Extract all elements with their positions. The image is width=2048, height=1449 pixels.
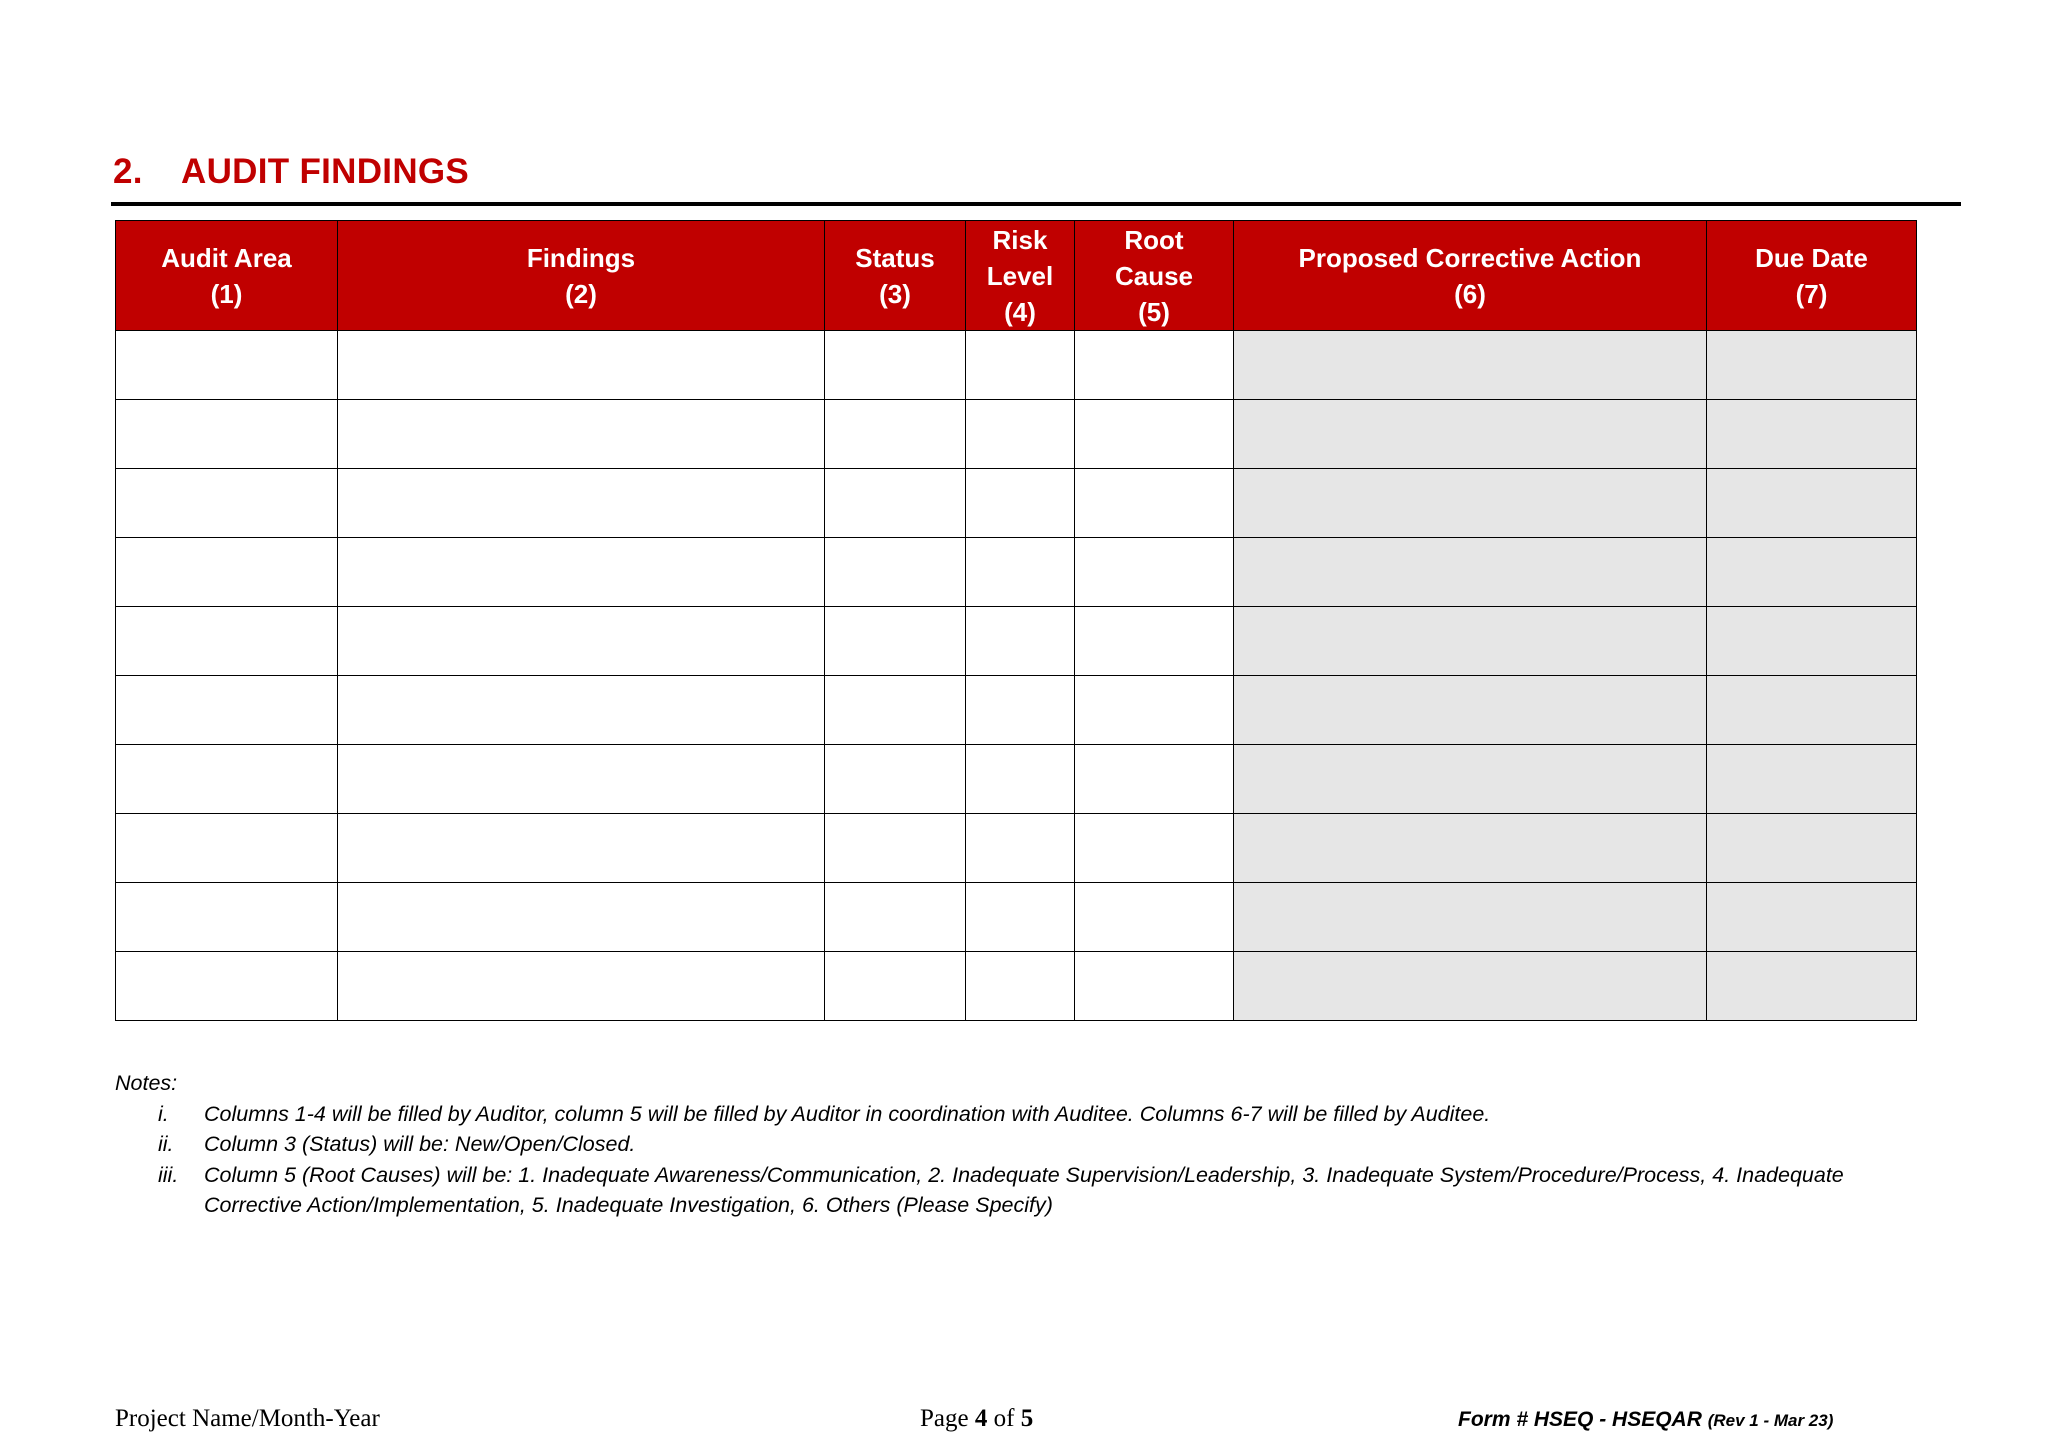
table-cell[interactable] [966,607,1075,676]
table-cell[interactable] [825,400,966,469]
table-cell[interactable] [825,745,966,814]
section-heading [113,152,469,192]
table-cell[interactable] [825,883,966,952]
table-cell[interactable] [966,469,1075,538]
table-cell[interactable] [1234,745,1707,814]
note-item [115,1129,1915,1160]
table-row [116,538,1917,607]
table-cell[interactable] [825,538,966,607]
table-cell[interactable] [1075,952,1234,1021]
table-cell[interactable] [338,331,825,400]
table-cell[interactable] [966,814,1075,883]
footer-project-name: Project Name/Month-Year [115,1405,380,1432]
table-cell[interactable] [338,952,825,1021]
table-cell[interactable] [116,400,338,469]
table-cell[interactable] [1075,469,1234,538]
table-cell[interactable] [116,676,338,745]
table-cell[interactable] [1234,676,1707,745]
column-header [1234,221,1707,331]
column-header [338,221,825,331]
section-title-text: AUDIT FINDINGS [181,152,470,191]
table-cell[interactable] [1234,814,1707,883]
table-cell[interactable] [1075,331,1234,400]
notes-section [115,1068,1915,1221]
note-marker: i. [158,1101,169,1126]
table-cell[interactable] [825,952,966,1021]
column-header-line: (5) [1138,296,1170,327]
table-row [116,676,1917,745]
table-cell[interactable] [116,883,338,952]
footer-form-number [1458,1408,1833,1432]
table-cell[interactable] [1707,676,1917,745]
table-cell[interactable] [1707,607,1917,676]
table-cell[interactable] [338,814,825,883]
table-row [116,469,1917,538]
audit-findings-table [115,220,1917,1021]
table-row [116,331,1917,400]
table-cell[interactable] [825,331,966,400]
column-header-line: (7) [1795,278,1828,309]
column-header-line: Risk [992,224,1048,255]
table-cell[interactable] [825,676,966,745]
table-cell[interactable] [966,331,1075,400]
table-cell[interactable] [116,469,338,538]
section-number: 2. [113,152,143,191]
table-cell[interactable] [1075,676,1234,745]
column-header [1075,221,1234,331]
table-cell[interactable] [1707,400,1917,469]
table-cell[interactable] [966,676,1075,745]
heading-rule [111,202,1961,206]
column-header-line: Cause [1114,260,1194,291]
table-body [116,331,1917,1021]
table-cell[interactable] [1234,883,1707,952]
table-cell[interactable] [1075,814,1234,883]
table-cell[interactable] [1075,538,1234,607]
page-prefix: Page [920,1405,969,1432]
note-text: Column 5 (Root Causes) will be: 1. Inadequate Awareness/Communication, 2. Inadequate Supervision/Leadership, 3. Inadequate System/Procedure/Process, 4. Inadequate Corrective Action/Implementation, 5. Inadequate Investigation, 6. Others (Please Specify) [204,1162,1844,1217]
column-header-line: Proposed Corrective Action [1298,242,1642,273]
table-cell[interactable] [338,745,825,814]
table-cell[interactable] [1075,883,1234,952]
table-cell[interactable] [1075,607,1234,676]
notes-list [115,1099,1915,1221]
table-cell[interactable] [1707,469,1917,538]
table-cell[interactable] [966,883,1075,952]
footer-page-number [920,1405,1033,1433]
table-cell[interactable] [1707,883,1917,952]
column-header [825,221,966,331]
column-header [966,221,1075,331]
page-of: of [993,1405,1015,1432]
table-row [116,814,1917,883]
table-cell[interactable] [338,607,825,676]
column-header-line: (1) [210,278,243,309]
table-row [116,607,1917,676]
table-cell[interactable] [338,538,825,607]
table-row [116,400,1917,469]
table-cell[interactable] [1234,952,1707,1021]
note-text: Columns 1-4 will be filled by Auditor, column 5 will be filled by Auditor in coordination with Auditee. Columns 6-7 will be filled by Auditee. [204,1101,1491,1126]
table-cell[interactable] [825,814,966,883]
table-cell[interactable] [1075,745,1234,814]
column-header [116,221,338,331]
table-cell[interactable] [825,469,966,538]
table-cell[interactable] [1707,745,1917,814]
table-cell[interactable] [1234,331,1707,400]
table-row [116,883,1917,952]
table-cell[interactable] [116,607,338,676]
table-cell[interactable] [966,952,1075,1021]
table-cell[interactable] [116,814,338,883]
table-row [116,745,1917,814]
table-row [116,952,1917,1021]
column-header-line: Audit Area [161,242,292,273]
table-cell[interactable] [1234,538,1707,607]
table-cell[interactable] [966,400,1075,469]
table-cell[interactable] [338,883,825,952]
table-cell[interactable] [338,400,825,469]
note-item [115,1099,1915,1130]
column-header-line: (2) [565,278,597,309]
column-header-line: Due Date [1755,242,1868,273]
table-cell[interactable] [116,745,338,814]
table-cell[interactable] [116,331,338,400]
column-header-line: (3) [879,278,911,309]
column-header-line: Level [986,260,1054,291]
table-cell[interactable] [338,676,825,745]
table-cell[interactable] [1075,400,1234,469]
table-cell[interactable] [825,607,966,676]
table-cell[interactable] [1234,607,1707,676]
table-cell[interactable] [1707,952,1917,1021]
table-cell[interactable] [1234,400,1707,469]
page-total: 5 [1020,1405,1034,1432]
column-header [1707,221,1917,331]
note-item [115,1160,1915,1221]
form-revision: (Rev 1 - Mar 23) [1707,1411,1834,1430]
column-header-line: Root [1124,224,1184,255]
page-current: 4 [974,1405,988,1432]
table-cell[interactable] [1707,331,1917,400]
table-cell[interactable] [116,952,338,1021]
column-header-line: Findings [526,242,636,273]
table-cell[interactable] [966,538,1075,607]
column-header-line: Status [855,242,935,273]
table-cell[interactable] [338,469,825,538]
column-header-line: (6) [1454,278,1486,309]
note-marker: iii. [158,1162,179,1187]
table-cell[interactable] [1234,469,1707,538]
note-marker: ii. [158,1132,174,1156]
table-cell[interactable] [1707,814,1917,883]
note-text: Column 3 (Status) will be: New/Open/Closed. [204,1132,636,1156]
column-header-line: (4) [1004,296,1036,327]
table-cell[interactable] [116,538,338,607]
notes-label: Notes: [115,1071,178,1095]
table-cell[interactable] [1707,538,1917,607]
table-header-row [116,221,1917,331]
form-label: Form # HSEQ - HSEQAR [1458,1408,1702,1431]
table-cell[interactable] [966,745,1075,814]
